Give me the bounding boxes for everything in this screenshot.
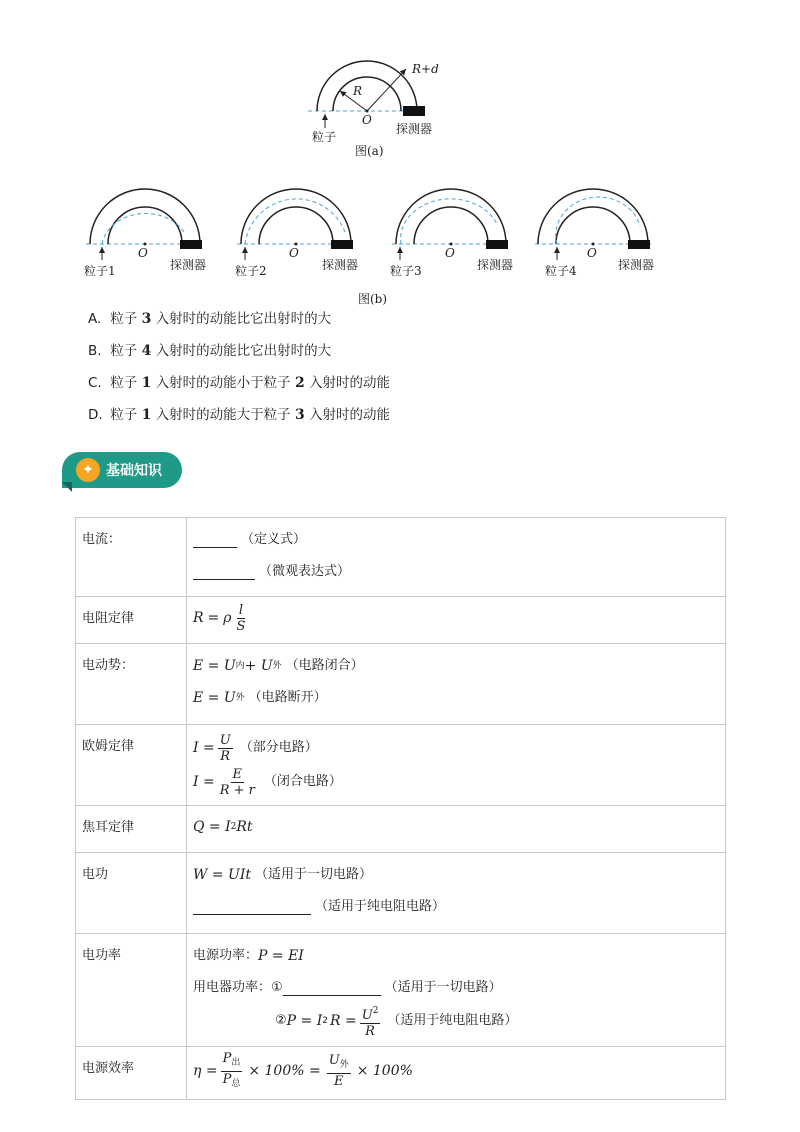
panel2-O: O	[289, 246, 299, 260]
knowledge-table	[75, 517, 726, 1100]
caption-a: 图(a)	[355, 144, 384, 158]
option-a[interactable]: A. 粒子 3 入射时的动能比它出射时的大	[88, 311, 332, 327]
row-label: 电流：	[76, 518, 187, 597]
section-title: 基础知识	[106, 463, 162, 479]
row-label: 欧姆定律	[76, 725, 187, 806]
row-electric-power: 电功率 电源功率： P = EI 用电器功率：① （适用于一切电路） ② P = I 2 R = $\frac{U^2}{R}$ （适用于纯电阻电路）	[76, 934, 726, 1047]
panel2-detector: 探测器	[322, 258, 359, 272]
panel3-particle: 粒子3	[390, 264, 422, 278]
row-label: 焦耳定律	[76, 806, 187, 853]
row-label: 电功	[76, 853, 187, 934]
caption-b: 图(b)	[358, 292, 388, 306]
panel4-particle: 粒子4	[545, 264, 577, 278]
label-O: O	[362, 113, 372, 127]
panel1-detector: 探测器	[170, 258, 207, 272]
figure-b	[86, 189, 652, 260]
row-label: 电功率	[76, 934, 187, 1047]
panel3-O: O	[445, 246, 455, 260]
option-d[interactable]: D. 粒子 1 入射时的动能大于粒子 3 入射时的动能	[88, 407, 390, 423]
panel4-detector: 探测器	[618, 258, 655, 272]
label-R-plus-d: R+d	[412, 62, 439, 76]
blank-power-general[interactable]	[283, 981, 381, 996]
row-joule-law: 焦耳定律 Q = I 2 Rt	[76, 806, 726, 853]
row-label: 电动势：	[76, 644, 187, 725]
panel3-detector: 探测器	[477, 258, 514, 272]
option-c[interactable]: C. 粒子 1 入射时的动能小于粒子 2 入射时的动能	[88, 375, 390, 391]
blank-work-pure-resistance[interactable]	[193, 900, 311, 915]
fraction-l-over-S: $\frac{l}{S}$	[236, 602, 246, 634]
panel1-particle: 粒子1	[84, 264, 116, 278]
lightbulb-icon: ✦	[76, 458, 100, 482]
option-b[interactable]: B. 粒子 4 入射时的动能比它出射时的大	[88, 343, 332, 359]
label-detector: 探测器	[396, 122, 433, 136]
panel4-O: O	[587, 246, 597, 260]
section-header-basics	[62, 452, 184, 490]
row-source-efficiency: 电源效率 η = $\frac{P_出}{P_总}$ × 100% = $\frac{U_外}{E}$ × 100%	[76, 1047, 726, 1100]
panel1-O: O	[138, 246, 148, 260]
blank-microscopic[interactable]	[193, 565, 255, 580]
row-label: 电阻定律	[76, 597, 187, 644]
blank-definition[interactable]	[193, 533, 237, 548]
label-R: R	[353, 84, 363, 98]
inner-arc	[333, 77, 401, 111]
row-current: 电流： （定义式） （微观表达式）	[76, 518, 726, 597]
row-electric-work: 电功 W = UIt （适用于一切电路） （适用于纯电阻电路）	[76, 853, 726, 934]
row-emf: 电动势： E = U 内 + U 外 （电路闭合） E = U 外 （电路断开）	[76, 644, 726, 725]
panel2-particle: 粒子2	[235, 264, 267, 278]
row-label: 电源效率	[76, 1047, 187, 1100]
row-resistance-law: 电阻定律 R = ρ $\frac{l}{S}$	[76, 597, 726, 644]
row-ohms-law: 欧姆定律 I = $\frac{U}{R}$ （部分电路） I = $\frac{E}{R + r}$ （闭合电路）	[76, 725, 726, 806]
label-particle: 粒子	[312, 130, 337, 144]
answer-options	[88, 308, 390, 436]
detector-block	[403, 106, 425, 116]
outer-arc	[317, 61, 417, 111]
